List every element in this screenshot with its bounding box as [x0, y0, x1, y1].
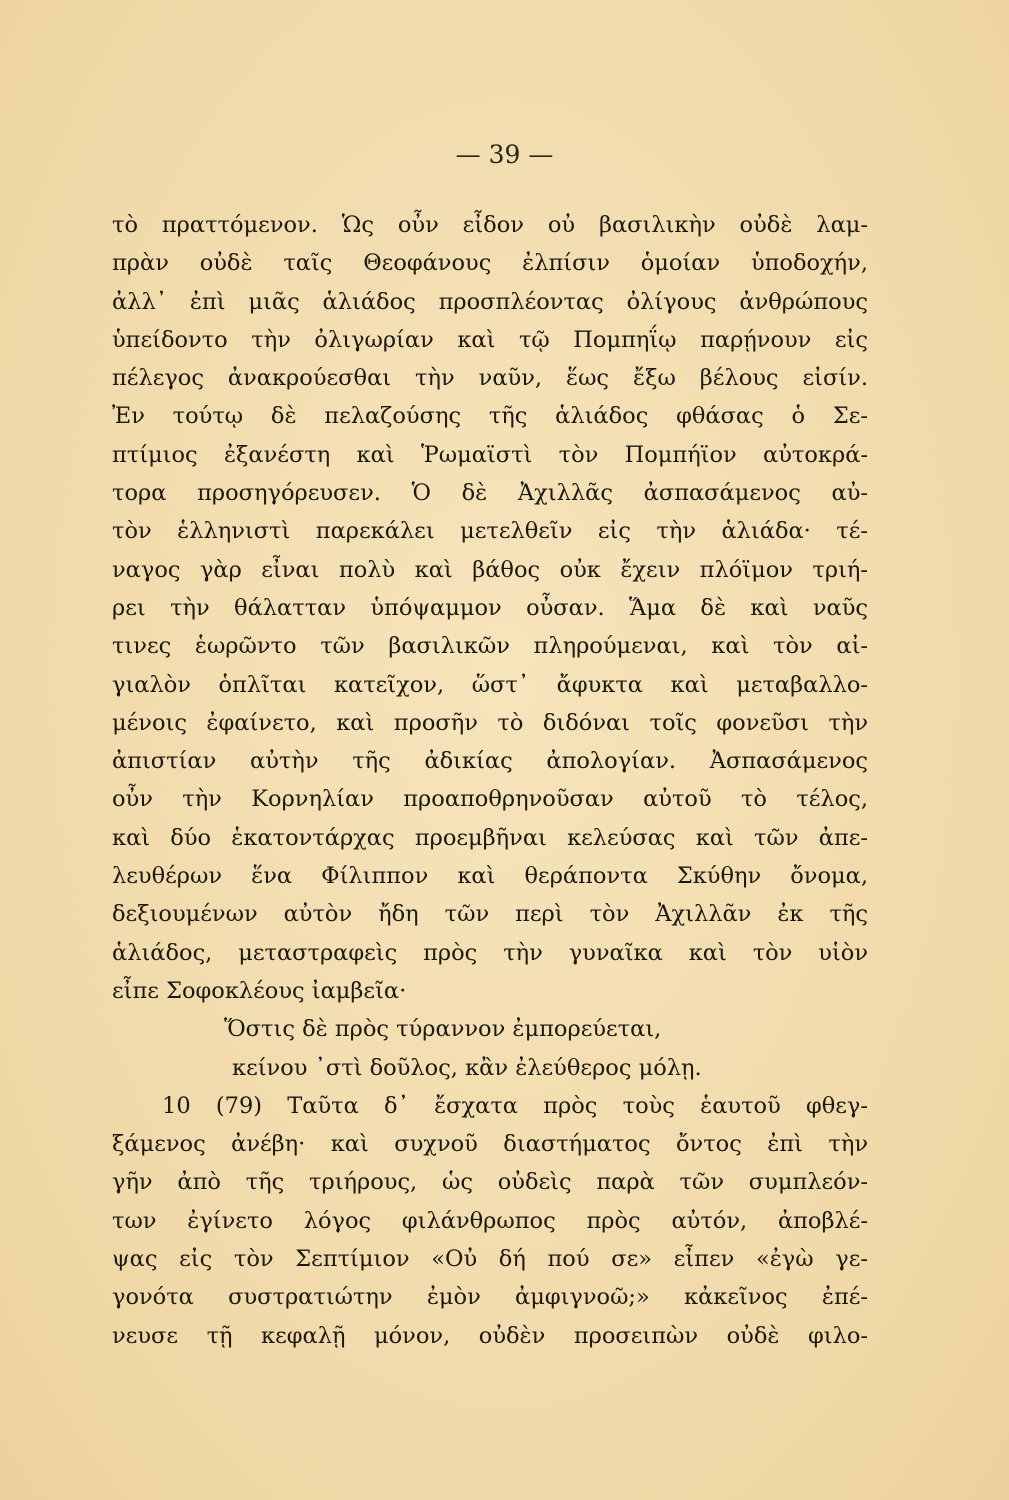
text-line: ξάμενος ἀνέβη· καὶ συχνοῦ διαστήματος ὄντος ἐπὶ τὴν	[112, 1131, 868, 1158]
text-line: ρει τὴν θάλατταν ὑπόψαμμον οὖσαν. Ἅμα δὲ καὶ ναῦς	[112, 594, 868, 621]
text-line: ἀλλ᾽ ἐπὶ μιᾶς ἁλιάδος προσπλέοντας ὀλίγους ἀνθρώπους	[112, 288, 868, 315]
text-line: ἁλιάδος, μεταστραφεὶς πρὸς τὴν γυναῖκα καὶ τὸν υἱὸν	[112, 939, 868, 966]
text-line: γιαλὸν ὁπλῖται κατεῖχον, ὥστ᾽ ἄφυκτα καὶ μεταβαλλο-	[112, 671, 868, 698]
text-line: τορα προσηγόρευσεν. Ὁ δὲ Ἀχιλλᾶς ἀσπασάμενος αὐ-	[112, 480, 868, 507]
text-line: ναγος γὰρ εἶναι πολὺ καὶ βάθος οὐκ ἔχειν πλόϊμον τριή-	[112, 556, 868, 583]
verse-line: Ὅστις δὲ πρὸς τύραννον ἐμπορεύεται,	[224, 1016, 662, 1043]
text-line: καὶ δύο ἑκατοντάρχας προεμβῆναι κελεύσας καὶ τῶν ἀπε-	[112, 824, 868, 851]
text-line: ψας εἰς τὸν Σεπτίμιον «Οὐ δή πού σε» εἶπεν «ἐγὼ γε-	[112, 1246, 868, 1273]
text-line: τινες ἑωρῶντο τῶν βασιλικῶν πληρούμεναι, καὶ τὸν αἰ-	[112, 633, 868, 660]
text-line: τὸ πραττόμενον. Ὡς οὖν εἶδον οὐ βασιλικὴν οὐδὲ λαμ-	[112, 212, 868, 238]
text-line: μένοις ἐφαίνετο, καὶ προσῆν τὸ διδόναι τοῖς φονεῦσι τὴν	[112, 709, 868, 736]
text-line: οὖν τὴν Κορνηλίαν προαποθρηνοῦσαν αὐτοῦ τὸ τέλος,	[112, 786, 868, 813]
text-line: Ἐν τούτῳ δὲ πελαζούσης τῆς ἁλιάδος φθάσας ὁ Σε-	[112, 403, 868, 430]
text-line: ὑπείδοντο τὴν ὀλιγωρίαν καὶ τῷ Πομπηΐῳ παρῄνουν εἰς	[112, 326, 868, 353]
text-line: δεξιουμένων αὐτὸν ἤδη τῶν περὶ τὸν Ἀχιλλᾶν ἐκ τῆς	[112, 901, 868, 928]
verse-quote	[112, 1010, 868, 1087]
text-body	[112, 206, 868, 1355]
text-line: πτίμιος ἐξανέστη καὶ Ῥωμαϊστὶ τὸν Πομπήϊον αὐτοκρά-	[112, 441, 868, 468]
text-line: γῆν ἀπὸ τῆς τριήρους, ὡς οὐδεὶς παρὰ τῶν συμπλεόν-	[112, 1169, 868, 1196]
text-line: τὸν ἑλληνιστὶ παρεκάλει μετελθεῖν εἰς τὴν ἁλιάδα· τέ-	[112, 518, 868, 545]
paragraph-2	[112, 1087, 868, 1355]
text-line: 10 (79) Ταῦτα δ᾽ ἔσχατα πρὸς τοὺς ἑαυτοῦ φθεγ-	[162, 1092, 868, 1119]
text-line: λευθέρων ἕνα Φίλιππον καὶ θεράποντα Σκύθην ὄνομα,	[112, 863, 868, 890]
paragraph-1	[112, 206, 868, 1010]
page-number: — 39 —	[455, 140, 554, 169]
text-line: ἀπιστίαν αὐτὴν τῆς ἀδικίας ἀπολογίαν. Ἀσπασάμενος	[112, 748, 868, 775]
text-line: πέλεγος ἀνακρούεσθαι τὴν ναῦν, ἕως ἔξω βέλους εἰσίν.	[112, 365, 868, 392]
text-line: των ἐγίνετο λόγος φιλάνθρωπος πρὸς αὐτόν, ἀποβλέ-	[112, 1207, 868, 1234]
text-line: πρὰν οὐδὲ ταῖς Θεοφάνους ἐλπίσιν ὁμοίαν ὑποδοχήν,	[112, 250, 868, 277]
text-line: εἶπε Σοφοκλέους ἰαμβεῖα·	[112, 977, 407, 1004]
text-line: νευσε τῇ κεφαλῇ μόνον, οὐδὲν προσειπὼν οὐδὲ φιλο-	[112, 1322, 868, 1349]
verse-line: κείνου ᾽στὶ δοῦλος, κἂν ἐλεύθερος μόλῃ.	[232, 1054, 702, 1081]
text-line: γονότα συστρατιώτην ἐμὸν ἀμφιγνοῶ;» κἀκεῖνος ἐπέ-	[112, 1284, 868, 1311]
